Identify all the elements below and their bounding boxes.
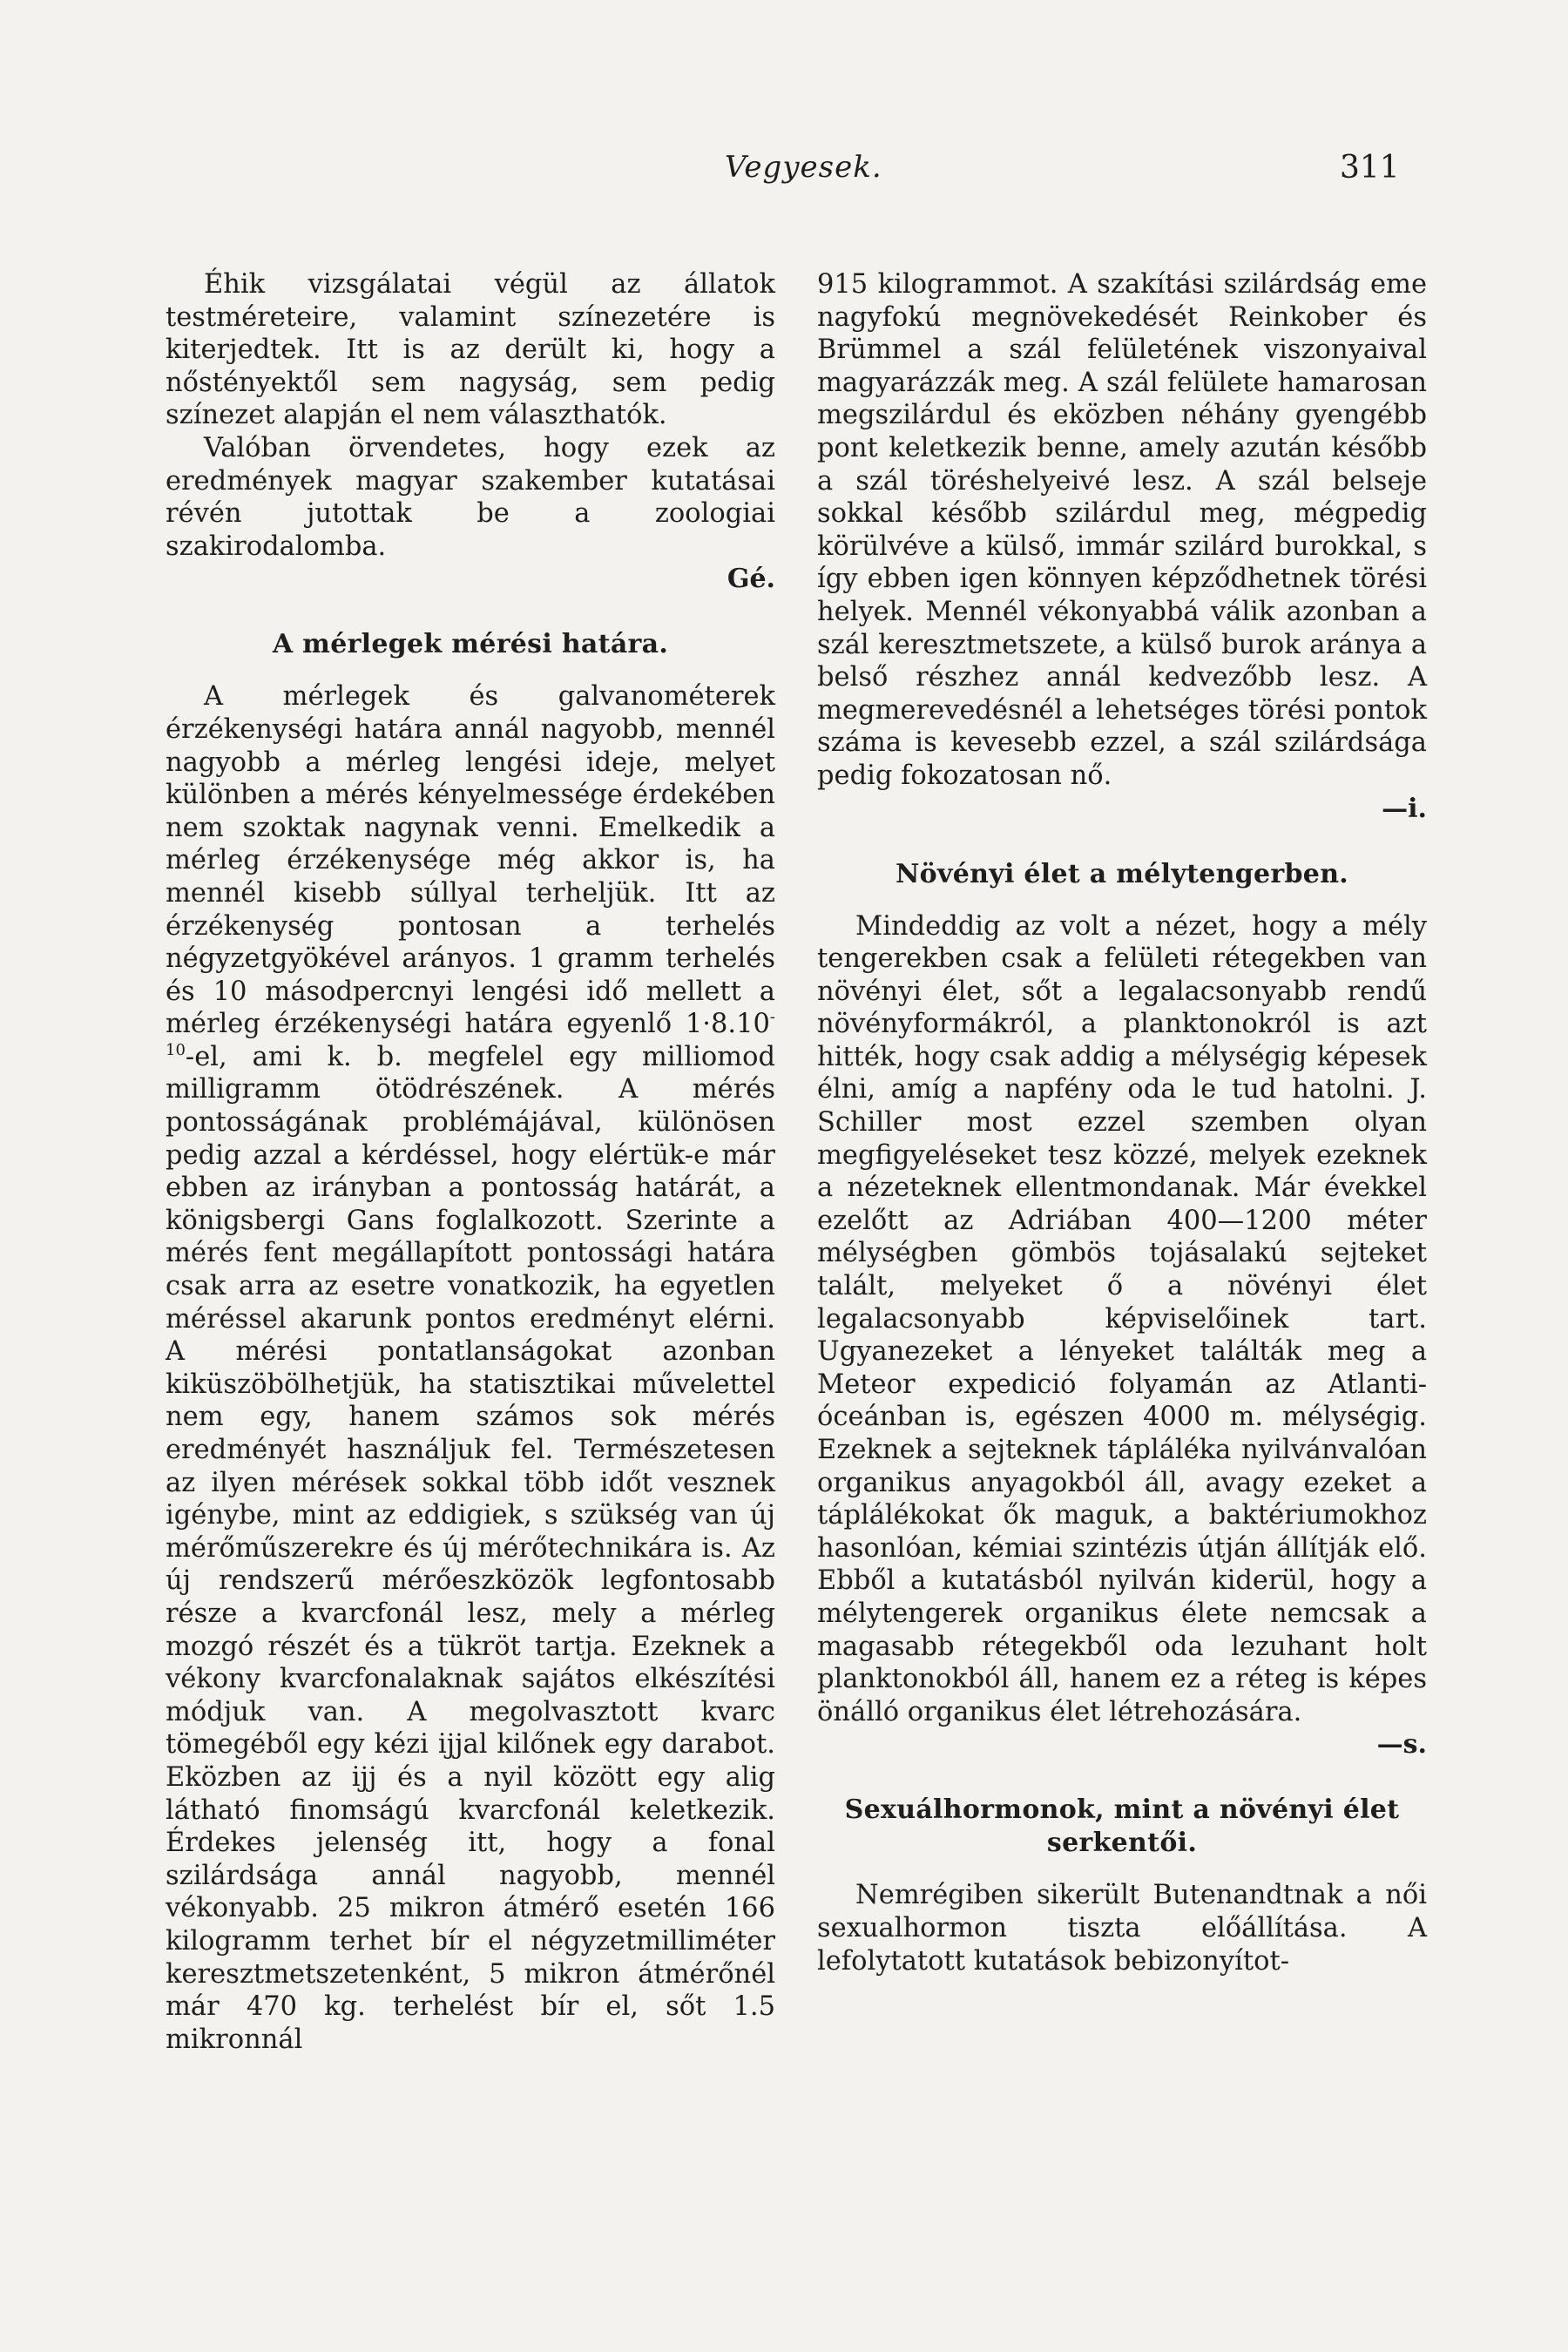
section-heading-novenyi-elet: Növényi élet a mélytengerben. [895,858,1349,889]
exponent: -10 [166,1008,775,1059]
right-column [817,268,1427,1977]
right-paragraph-2: Mindeddig az volt a nézet, hogy a mély tengerekben csak a felületi rétegekben van növényi élet, sőt a legalacsonyabb rendű növényformákról, a planktonokról is azt hitték, hogy csak addig a mélységig képesek élni, amíg a napfény oda le tud hatolni. J. Schiller most ezzel szemben olyan megfigyeléseket tesz közzé, melyek ezeknek a nézeteknek ellentmondanak. Már évekkel ezelőtt az Adriában 400—1200 méter mélységben gömbös tojásalakú sejteket talált, melyeket ő a növényi élet legalacsonyabb képviselőinek tart. Ugyanezeket a lényeket találták meg a Meteor expedició folyamán az Atlanti-óceánban is, egészen 4000 m. mélységig. Ezeknek a sejteknek tápláléka nyilvánvalóan organikus anyagokból áll, avagy ezeket a táplálékokat ők maguk, a baktériumokhoz hasonlóan, kémiai szintézis útján állítják elő. Ebből a kutatásból nyilván kiderül, hogy a mélytengerek organikus élete nemcsak a magasabb rétegekből oda lezuhant holt planktonokból áll, hanem ez a réteg is képes önálló organikus élet létrehozására. [817,910,1427,1727]
left-column [166,268,775,2056]
signature-i: —i. [1382,793,1427,824]
right-paragraph-1: 915 kilogrammot. A szakítási szilárdság eme nagyfokú megnövekedését Reinkober és Brümmel a szál felületének viszonyaival magyarázzák meg. A szál felülete hamarosan megszilárdul és eközben néhány gyengébb pont keletkezik benne, amely azután később a szál töréshelyeivé lesz. A szál belseje sokkal később szilárdul meg, mégpedig körülvéve a külső, immár szilárd burokkal, s így ebben igen könnyen képződhetnek törési helyek. Mennél vékonyabbá válik azonban a szál keresztmetszete, a külső burok aránya a belső részhez annál kedvezőbb lesz. A megmerevedésnél a lehetséges törési pontok száma is kevesebb ezzel, a szál szilárdsága pedig fokozatosan nő. [817,269,1427,791]
left-paragraph-2: Valóban örvendetes, hogy ezek az eredmények magyar szakember kutatásai révén jutottak be a zoologiai szakirodalomba. [166,432,775,562]
section-heading-merlegek: A mérlegek mérési határa. [272,629,669,660]
running-head [0,150,1568,193]
section-heading-sexualhormonok: Sexuálhormonok, mint a növényi élet serkentői. [844,1794,1400,1859]
left-paragraph-1: Éhik vizsgálatai végül az állatok testméreteire, valamint színezetére is kiterjedtek. Itt is az derült ki, hogy a nőstényektől sem nagyság, sem pedig színezet alapján el nem választhatók. [166,269,775,431]
left-paragraph-3-end: -el, ami k. b. megfelel egy milliomod milligramm ötödrészének. A mérés pontosságának problémájával, különösen pedig azzal a kérdéssel, hogy elértük-e már ebben az irányban a pontosság határát, a königsbergi Gans foglalkozott. Szerinte a mérés fent megállapított pontossági határa csak arra az esetre vonatkozik, ha egyetlen méréssel akarunk pontos eredményt elérni. A mérési pontatlanságokat azonban kiküszöbölhetjük, ha statisztikai művelettel nem egy, hanem számos sok mérés eredményét használjuk fel. Természetesen az ilyen mérések sokkal több időt vesznek igénybe, mint az eddigiek, s szükség van új mérőműszerekre és új mérőtechnikára is. Az új rendszerű mérőeszközök legfontosabb része a kvarcfonál lesz, mely a mérleg mozgó részét és a tükröt tartja. Ezeknek a vékony kvarcfonalaknak sajátos elkészítési módjuk van. A megolvasztott kvarc tömegéből egy kézi ijjal kilőnek egy darabot. Eközben az ijj és a nyil között egy alig látható finomságú kvarcfonál keletkezik. Érdekes jelenség itt, hogy a fonal szilárdsága annál nagyobb, mennél vékonyabb. 25 mikron átmérő esetén 166 kilogramm terhet bír el négyzetmilliméter keresztmetszetenként, 5 mikron átmérőnél már 470 kg. terhelést bír el, sőt 1.5 mikronnál [166,1041,775,2055]
page-number: 311 [1340,150,1400,186]
left-paragraph-3 [166,680,775,2056]
right-paragraph-3: Nemrégiben sikerült Butenandtnak a női sexualhormon tiszta előállítása. A lefolytatott kutatások bebizonyítot- [817,1880,1427,1977]
left-paragraph-3-start: A mérlegek és galvanométerek érzékenységi határa annál nagyobb, mennél nagyobb a mérleg lengési ideje, melyet különben a mérés kényelmessége érdekében nem szoktak nagynak venni. Emelkedik a mérleg érzékenysége még akkor is, ha mennél kisebb súllyal terheljük. Itt az érzékenység pontosan a terhelés négyzetgyökével arányos. 1 gramm terhelés és 10 másodpercnyi lengési idő mellett a mérleg érzékenységi határa egyenlő 1·8.10 [166,681,775,1040]
running-head-title: Vegyesek. [725,150,882,185]
signature-s: —s. [1376,1729,1427,1761]
signature-ge: Gé. [727,564,775,595]
